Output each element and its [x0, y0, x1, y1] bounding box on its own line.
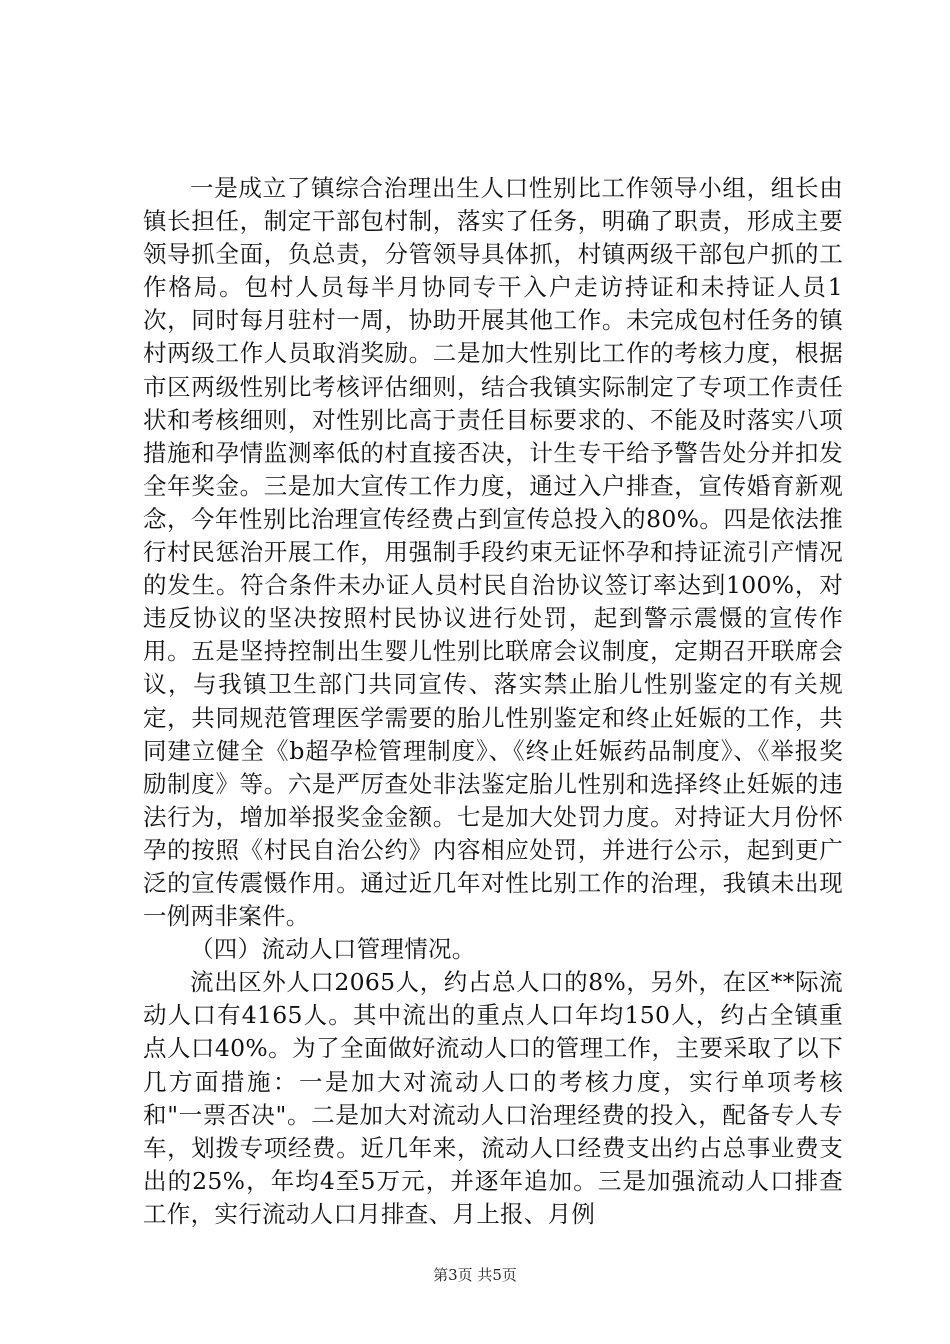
page-number-footer: 第3页 共5页 — [433, 1266, 517, 1284]
document-body — [143, 172, 843, 1231]
paragraph-measures-sex-ratio: 一是成立了镇综合治理出生人口性别比工作领导小组，组长由镇长担任，制定干部包村制，落实了任务，明确了职责，形成主要领导抓全面，负总责，分管领导具体抓，村镇两级干部包户抓的工作格局。包村人员每半月协同专干入户走访持证和未持证人员1次，同时每月驻村一周，协助开展其他工作。未完成包村任务的镇村两级工作人员取消奖励。二是加大性别比工作的考核力度，根据市区两级性别比考核评估细则，结合我镇实际制定了专项工作责任状和考核细则，对性别比高于责任目标要求的、不能及时落实八项措施和孕情监测率低的村直接否决，计生专干给予警告处分并扣发全年奖金。三是加大宣传工作力度，通过入户排查，宣传婚育新观念，今年性别比治理宣传经费占到宣传总投入的80%。四是依法推行村民惩治开展工作，用强制手段约束无证怀孕和持证流引产情况的发生。符合条件未办证人员村民自治协议签订率达到100%，对违反协议的坚决按照村民协议进行处罚，起到警示震慑的宣传作用。五是坚持控制出生婴儿性别比联席会议制度，定期召开联席会议，与我镇卫生部门共同宣传、落实禁止胎儿性别鉴定的有关规定，共同规范管理医学需要的胎儿性别鉴定和终止妊娠的工作，共同建立健全《b超孕检管理制度》、《终止妊娠药品制度》、《举报奖励制度》等。六是严厉查处非法鉴定胎儿性别和选择终止妊娠的违法行为，增加举报奖金金额。七是加大处罚力度。对持证大月份怀孕的按照《村民自治公约》内容相应处罚，并进行公示，起到更广泛的宣传震慑作用。通过近几年对性比别工作的治理，我镇未出现一例两非案件。 — [143, 174, 843, 931]
section-heading-floating-population: （四）流动人口管理情况。 — [190, 935, 476, 964]
paragraph-floating-population: 流出区外人口2065人，约占总人口的8%，另外，在区**际流动人口有4165人。其中流出的重点人口年均150人，约占全镇重点人口40%。为了全面做好流动人口的管理工作，主要采取了以下几方面措施：一是加大对流动人口的考核力度，实行单项考核和"一票否决"。二是加大对流动人口治理经费的投入，配备专人专车，划拨专项经费。近几年来，流动人口经费支出约占总事业费支出的25%，年均4至5万元，并逐年追加。三是加强流动人口排查工作，实行流动人口月排查、月上报、月例 — [143, 968, 843, 1228]
